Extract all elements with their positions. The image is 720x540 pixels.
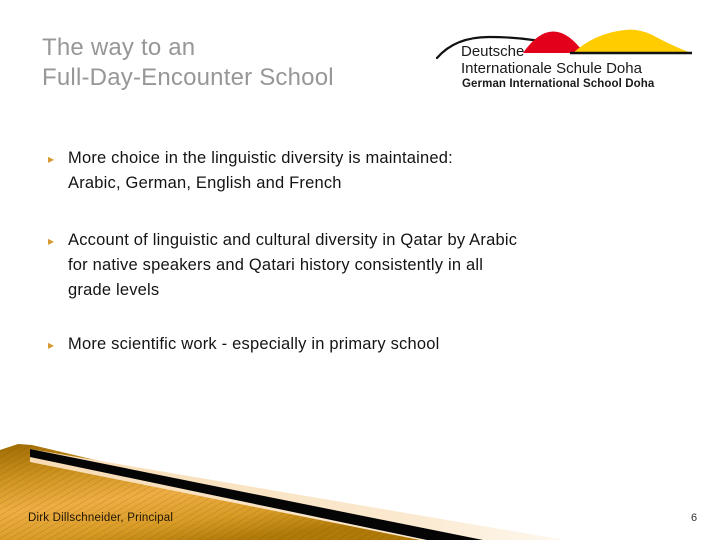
bullet-arrow-icon: ▸ [48,152,55,166]
bullet-arrow-icon: ▸ [48,234,55,248]
bullet-text-2: Account of linguistic and cultural diversity in Qatar by Arabic for native speakers and Qatari history consistently in all grade levels [68,231,518,299]
bullet-item-1 [48,146,688,196]
footer-decoration [0,440,720,540]
bullet-arrow-icon: ▸ [48,338,55,352]
bullet-text-1: More choice in the linguistic diversity is maintained: Arabic, German, English and French [68,149,453,192]
school-logo [433,25,701,105]
logo-name-german-1: Deutsche [461,43,525,60]
slide-title-line1: The way to an [42,34,196,61]
slide-title-line2: Full-Day-Encounter School [42,64,334,91]
logo-name-english: German International School Doha [462,78,655,90]
page-number: 6 [691,512,698,524]
logo-name-german-2: Internationale Schule Doha [461,60,642,77]
footer-author: Dirk Dillschneider, Principal [28,512,174,524]
bullet-text-3: More scientific work - especially in primary school [68,335,440,353]
slide-title [42,33,334,93]
bullet-item-3 [48,332,688,358]
bullet-item-2 [48,228,688,303]
